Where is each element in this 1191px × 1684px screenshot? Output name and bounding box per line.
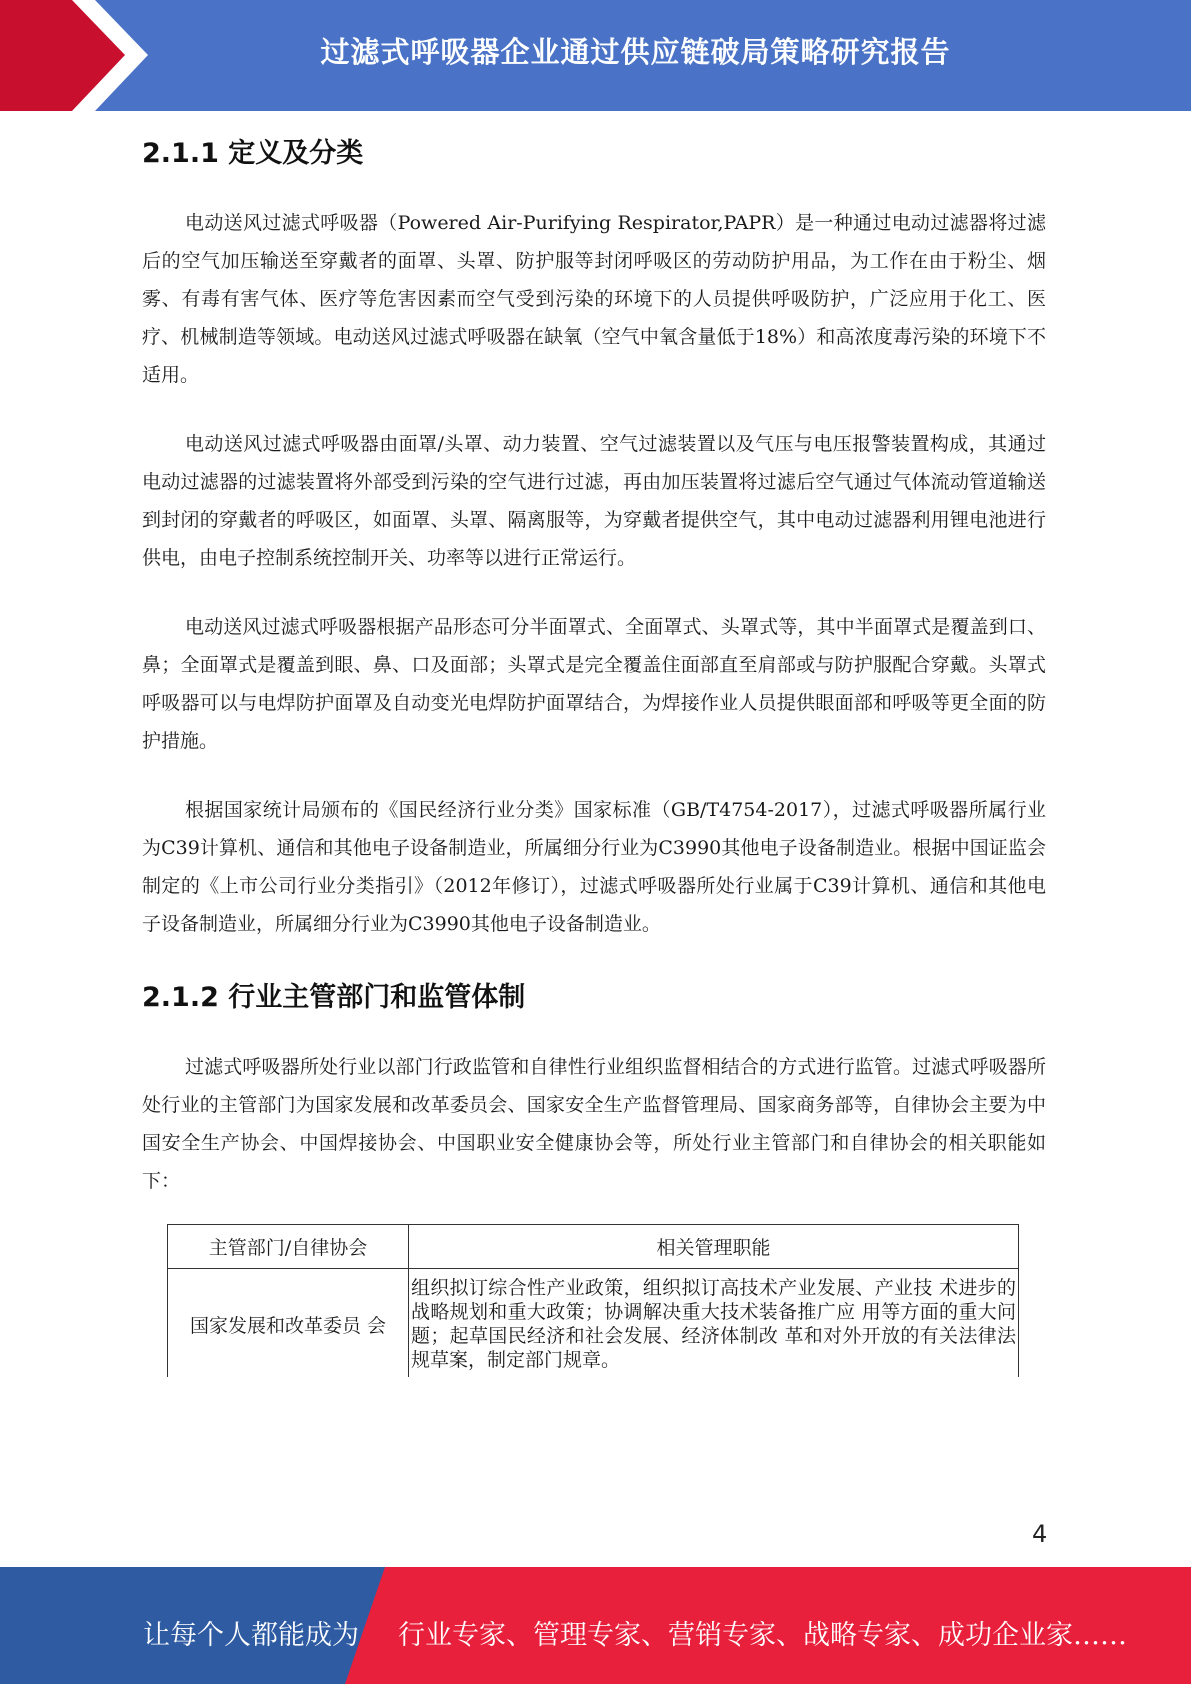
footer-slogan-left: 让每个人都能成为 [143,1620,359,1651]
section-heading-definition: 2.1.1 定义及分类 [142,138,364,169]
table-cell-function: 组织拟订综合性产业政策，组织拟订高技术产业发展、产业技 术进步的战略规划和重大政策；协调解决重大技术装备推广应 用等方面的重大问题；起草国民经济和社会发展、经济体制改 革和对外开放的有关法律法规草案，制定部门规章。 [409,1269,1019,1378]
paragraph-papr-structure: 电动送风过滤式呼吸器由面罩/头罩、动力装置、空气过滤装置以及气压与电压报警装置构成，其通过电动过滤器的过滤装置将外部受到污染的空气进行过滤，再由加压装置将过滤后空气通过气体流动管道输送到封闭的穿戴者的呼吸区，如面罩、头罩、隔离服等，为穿戴者提供空气，其中电动过滤器利用锂电池进行供电，由电子控制系统控制开关、功率等以进行正常运行。 [142,433,1046,569]
page-number: 4 [1032,1520,1048,1548]
page-footer [0,1567,1191,1684]
page-header [0,0,1191,111]
table-header-dept: 主管部门/自律协会 [168,1225,409,1269]
regulator-table [167,1224,1019,1377]
regulator-duties-table [167,1224,1019,1377]
section-heading-regulation: 2.1.2 行业主管部门和监管体制 [142,982,526,1013]
paragraph-industry-classification: 根据国家统计局颁布的《国民经济行业分类》国家标准（GB/T4754-2017），过滤式呼吸器所属行业为C39计算机、通信和其他电子设备制造业，所属细分行业为C3990其他电子设备制造业。根据中国证监会制定的《上市公司行业分类指引》（2012年修订），过滤式呼吸器所处行业属于C39计算机、通信和其他电子设备制造业，所属细分行业为C3990其他电子设备制造业。 [142,799,1046,935]
paragraph-papr-definition: 电动送风过滤式呼吸器（Powered Air-Purifying Respirator,PAPR）是一种通过电动过滤器将过滤后的空气加压输送至穿戴者的面罩、头罩、防护服等封闭呼吸区的劳动防护用品，为工作在由于粉尘、烟雾、有毒有害气体、医疗等危害因素而空气受到污染的环境下的人员提供呼吸防护，广泛应用于化工、医疗、机械制造等领域。电动送风过滤式呼吸器在缺氧（空气中氧含量低于18%）和高浓度毒污染的环境下不适用。 [142,212,1046,386]
table-header-row [168,1225,1019,1269]
table-header-function: 相关管理职能 [409,1225,1019,1269]
table-cell-dept: 国家发展和改革委员 会 [168,1269,409,1378]
report-title: 过滤式呼吸器企业通过供应链破局策略研究报告 [320,35,951,69]
paragraph-regulation-overview: 过滤式呼吸器所处行业以部门行政监管和自律性行业组织监督相结合的方式进行监管。过滤式呼吸器所处行业的主管部门为国家发展和改革委员会、国家安全生产监督管理局、国家商务部等，自律协会主要为中国安全生产协会、中国焊接协会、中国职业安全健康协会等，所处行业主管部门和自律协会的相关职能如下： [142,1056,1046,1192]
paragraph-papr-types: 电动送风过滤式呼吸器根据产品形态可分半面罩式、全面罩式、头罩式等，其中半面罩式是覆盖到口、鼻；全面罩式是覆盖到眼、鼻、口及面部；头罩式是完全覆盖住面部直至肩部或与防护服配合穿戴。头罩式呼吸器可以与电焊防护面罩及自动变光电焊防护面罩结合，为焊接作业人员提供眼面部和呼吸等更全面的防护措施。 [142,616,1046,752]
table-row [168,1269,1019,1378]
footer-slogan-right: 行业专家、管理专家、营销专家、战略专家、成功企业家…… [398,1620,1127,1651]
